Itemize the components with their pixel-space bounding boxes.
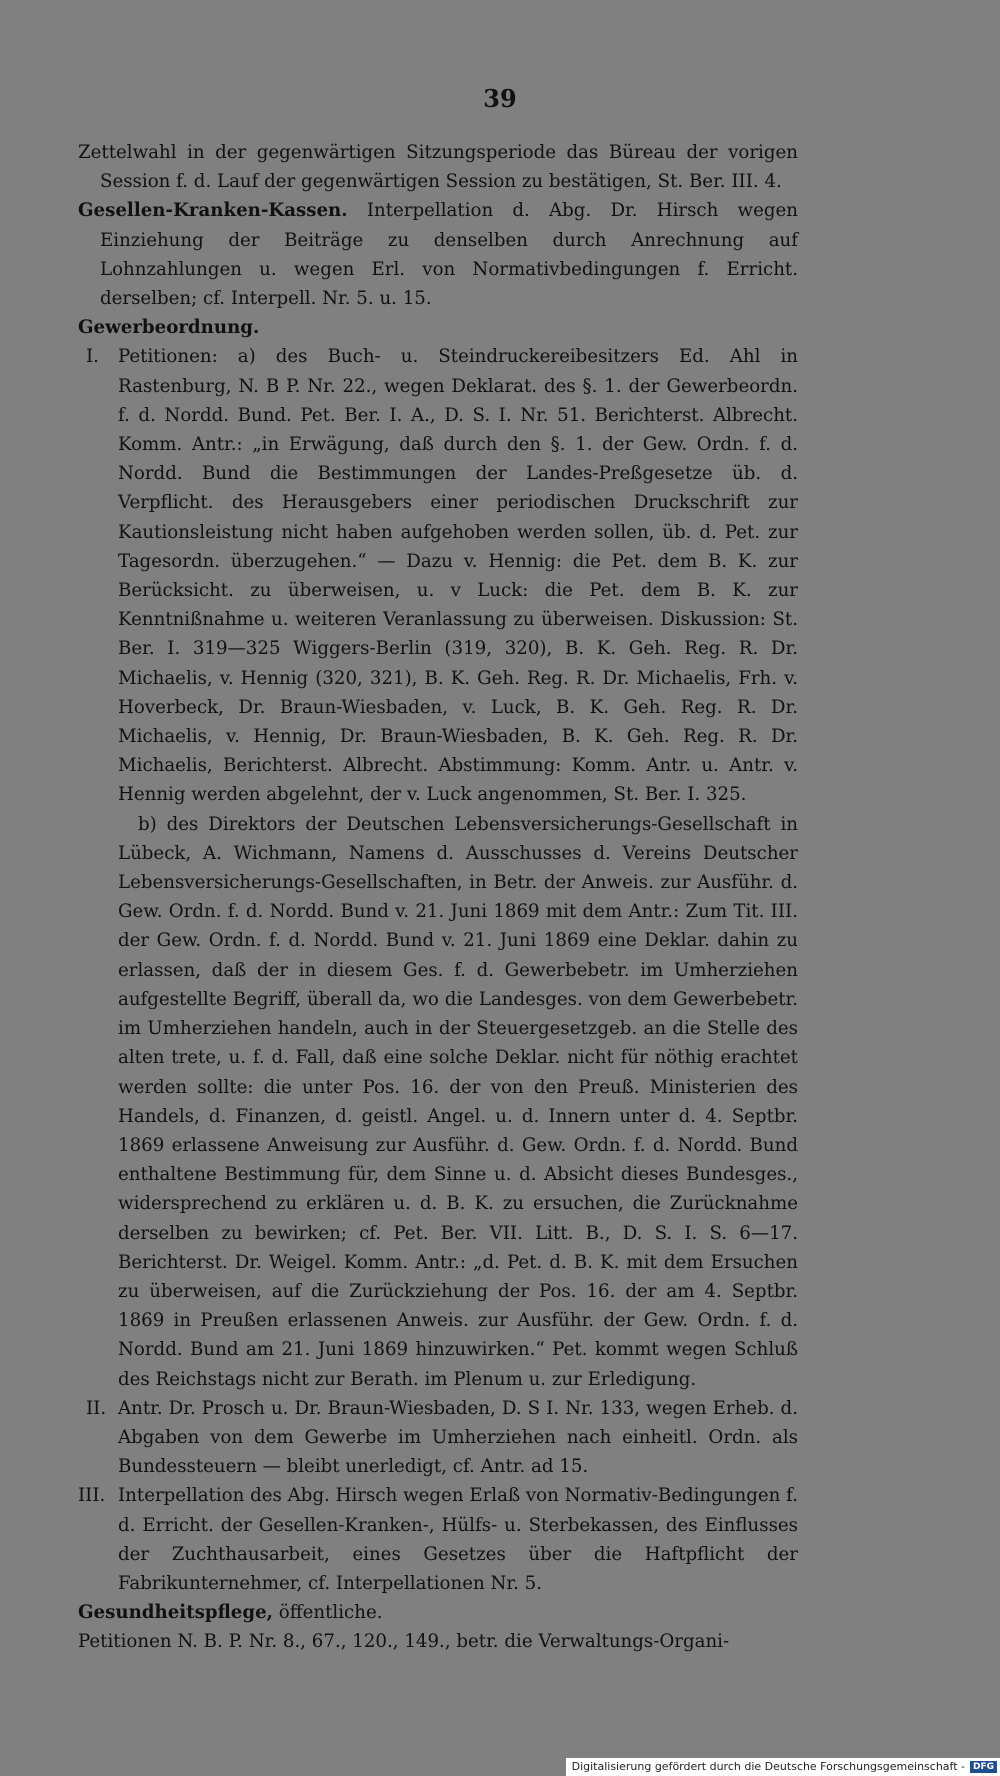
dfg-logo-icon: DFG (970, 1761, 997, 1773)
entry-gesellen-kranken-kassen (78, 196, 798, 313)
entry-headword: Gesundheitspflege, (78, 1602, 273, 1624)
item-text: Petitionen: a) des Buch- u. Steindruckereibesitzers Ed. Ahl in Rastenburg, N. B P. Nr. 22., wegen Deklarat. des §. 1. der Gewerbeordn. f. d. Nordd. Bund. Pet. Ber. I. A., D. S. I. Nr. 51. Berichterst. Albrecht. Komm. Antr.: „in Erwägung, daß durch den §. 1. der Gew. Ordn. f. d. Nordd. Bund die Bestimmungen der Landes-Preßgesetze üb. d. Verpflicht. des Herausgebers einer periodischen Druckschrift zur Kautionsleistung nicht haben aufgehoben werden sollen, üb. d. Pet. zur Tagesordn. überzugehen.“ — Dazu v. Hennig: die Pet. dem B. K. zur Berücksicht. zu überweisen, u. v Luck: die Pet. dem B. K. zur Kenntnißnahme u. weiteren Veranlassung zu überweisen. Diskussion: St. Ber. I. 319—325 Wiggers-Berlin (319, 320), B. K. Geh. Reg. R. Dr. Michaelis, v. Hennig (320, 321), B. K. Geh. Reg. R. Dr. Michaelis, Frh. v. Hoverbeck, Dr. Braun-Wiesbaden, v. Luck, B. K. Geh. Reg. R. Dr. Michaelis, v. Hennig, Dr. Braun-Wiesbaden, B. K. Geh. Reg. R. Dr. Michaelis, Berichterst. Albrecht. Abstimmung: Komm. Antr. u. Antr. v. Hennig werden abgelehnt, der v. Luck angenommen, St. Ber. I. 325. (118, 346, 798, 806)
entry-gewerbeordnung-heading: Gewerbeordnung. (78, 317, 260, 339)
entry-item-i (78, 342, 798, 809)
item-number: I. (86, 346, 99, 368)
page-number: 39 (483, 84, 517, 113)
entry-gesundheitspflege-heading (78, 1598, 798, 1627)
item-text: Interpellation des Abg. Hirsch wegen Erlaß von Normativ-Bedingungen f. d. Erricht. der Gesellen-Kranken-, Hülfs- u. Sterbekassen, des Einflusses der Zuchthausarbeit, eines Gesetzes über die Haftpflicht der Fabrikunternehmer, cf. Interpellationen Nr. 5. (118, 1485, 798, 1594)
entry-headword-tail: öffentliche. (272, 1602, 383, 1624)
entry-item-ii (78, 1394, 798, 1482)
item-number: II. (86, 1397, 107, 1419)
entry-continuation: Zettelwahl in der gegenwärtigen Sitzungsperiode das Büreau der vorigen Session f. d. Lauf der gegenwärtigen Session zu bestätigen, St. Ber. III. 4. (78, 142, 798, 193)
entry-item-i-b: b) des Direktors der Deutschen Lebensversicherungs-Gesellschaft in Lübeck, A. Wichmann, Namens d. Ausschusses d. Vereins Deutscher Lebensversicherungs-Gesellschaften, in Betr. der Anweis. zur Ausführ. d. Gew. Ordn. f. d. Nordd. Bund v. 21. Juni 1869 mit dem Antr.: Zum Tit. III. der Gew. Ordn. f. d. Nordd. Bund v. 21. Juni 1869 eine Deklar. dahin zu erlassen, daß der in diesem Ges. f. d. Gewerbebetr. im Umherziehen aufgestellte Begriff, überall da, wo die Landesges. von dem Gewerbebetr. im Umherziehen handeln, auch in der Steuergesetzgeb. an die Stelle des alten trete, u. f. d. Fall, daß eine solche Deklar. nicht für nöthig erachtet werden sollte: die unter Pos. 16. der von den Preuß. Ministerien des Handels, d. Finanzen, d. geistl. Angel. u. d. Innern unter d. 4. Septbr. 1869 erlassene Anweisung zur Ausführ. d. Gew. Ordn. f. d. Nordd. Bund enthaltene Bestimmung für, dem Sinne u. d. Absicht dieses Bundesges., widersprechend zu erklären u. d. B. K. zu ersuchen, die Zurücknahme derselben zu bewirken; cf. Pet. Ber. VII. Litt. B., D. S. I. S. 6—17. Berichterst. Dr. Weigel. Komm. Antr.: „d. Pet. d. B. K. mit dem Ersuchen zu überweisen, auf die Zurückziehung der Pos. 16. der am 4. Septbr. 1869 in Preußen erlassenen Anweis. zur Ausführ. der Gew. Ordn. f. d. Nordd. Bund am 21. Juni 1869 hinzuwirken.“ Pet. kommt wegen Schluß des Reichstags nicht zur Berath. im Plenum u. zur Erledigung. (118, 813, 798, 1390)
item-text: Antr. Dr. Prosch u. Dr. Braun-Wiesbaden, D. S I. Nr. 133, wegen Erheb. d. Abgaben von dem Gewerbe im Umherziehen nach einheitl. Ordn. als Bundessteuern — bleibt unerledigt, cf. Antr. ad 15. (118, 1397, 798, 1478)
item-number: III. (78, 1485, 106, 1507)
index-text (78, 138, 798, 1657)
entry-item-iii (78, 1481, 798, 1598)
footer-text: Digitalisierung gefördert durch die Deutsche Forschungsgemeinschaft - (571, 1760, 965, 1773)
entry-text: Interpellation d. Abg. Dr. Hirsch wegen Einziehung der Beiträge zu denselben durch Anrechnung auf Lohnzahlungen u. wegen Erl. von Normativbedingungen f. Erricht. derselben; cf. Interpell. Nr. 5. u. 15. (100, 200, 798, 310)
entry-petitionen: Petitionen N. B. P. Nr. 8., 67., 120., 149., betr. die Verwaltungs-Organi- (78, 1631, 730, 1653)
entry-headword: Gesellen-Kranken-Kassen. (78, 200, 348, 222)
digitization-footer (566, 1758, 1000, 1776)
